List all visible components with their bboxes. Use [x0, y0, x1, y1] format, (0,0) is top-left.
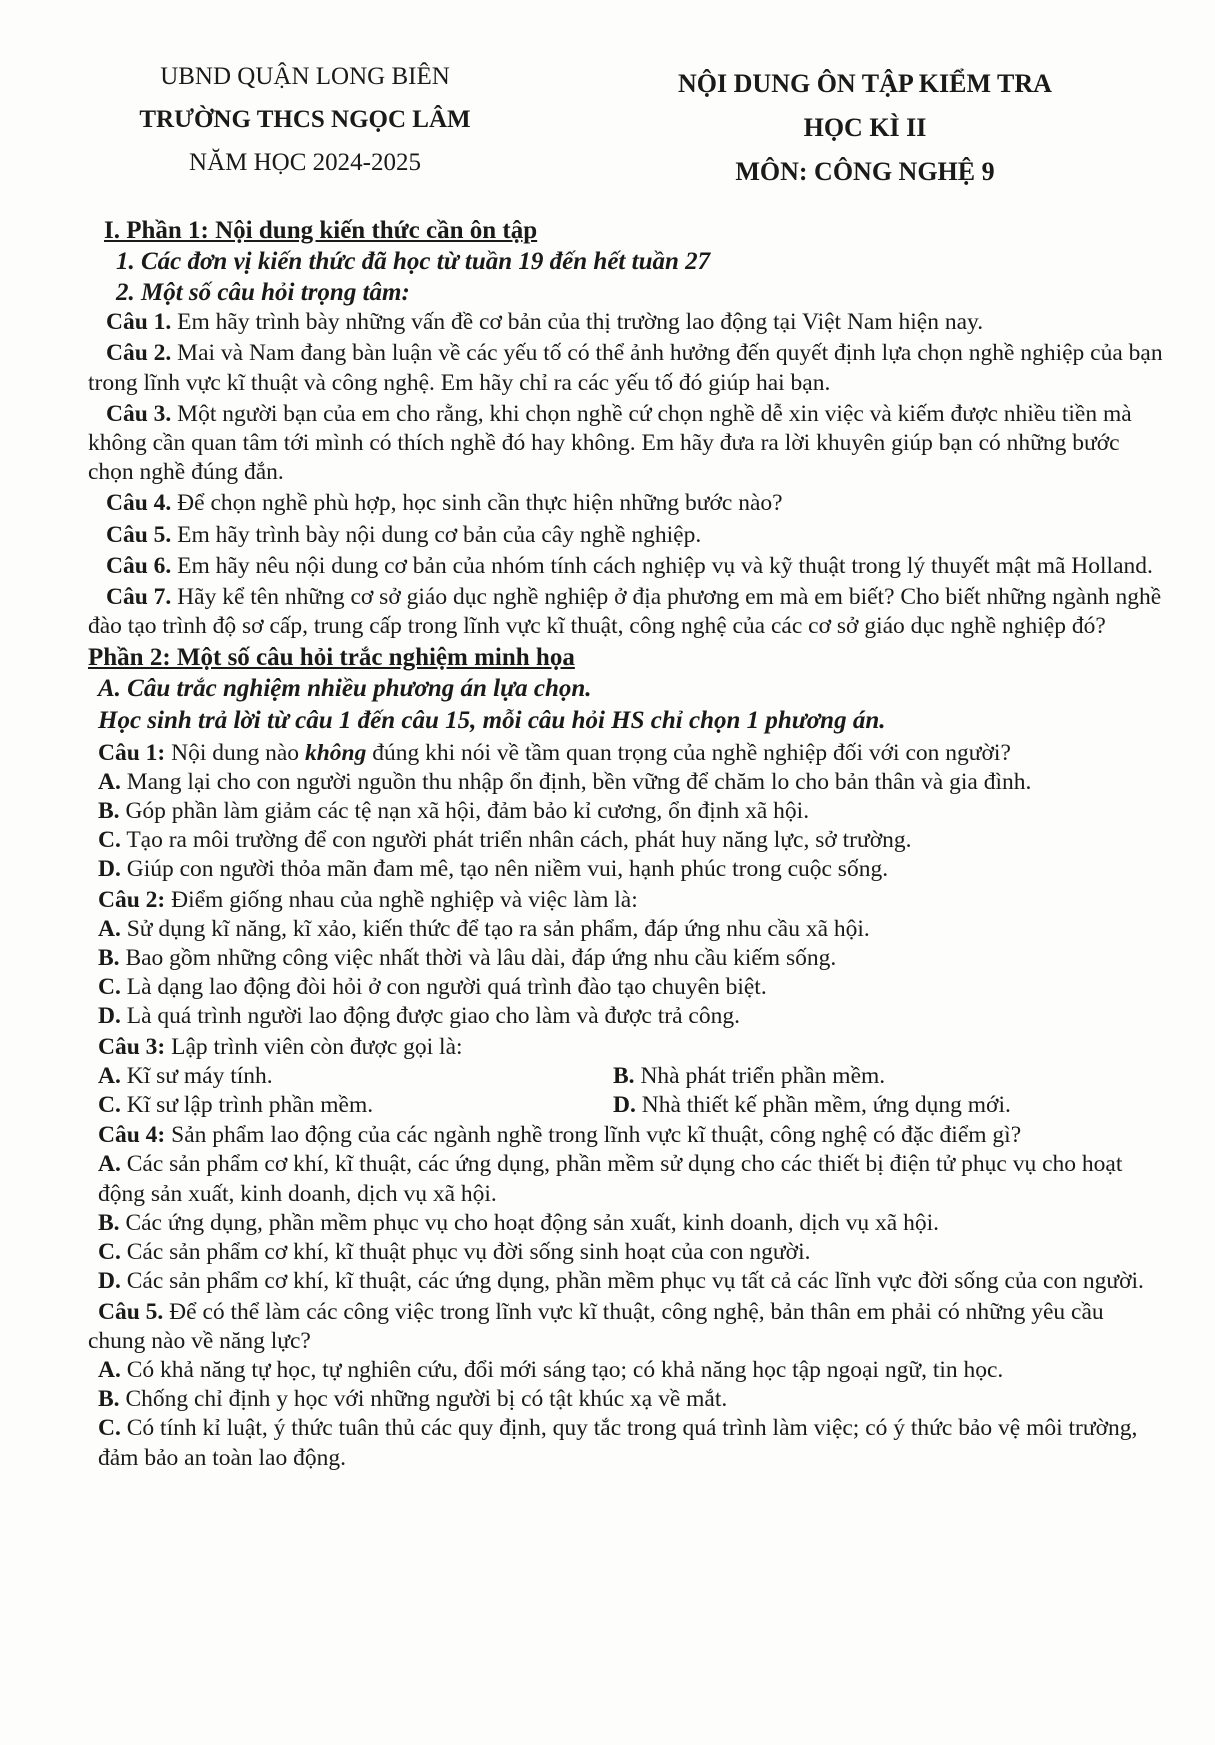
option-text: Các sản phẩm cơ khí, kĩ thuật phục vụ đời sống sinh hoạt của con người.: [126, 1239, 811, 1266]
option-text: Kĩ sư máy tính.: [126, 1062, 273, 1089]
question-label: Câu 3.: [106, 400, 172, 427]
answer-options-row: [98, 1091, 1163, 1120]
part2-title: Phần 2: Một số câu hỏi trắc nghiệm minh họa: [88, 644, 575, 672]
question-text: Nội dung nào: [171, 739, 300, 766]
question-label: Câu 1:: [98, 739, 166, 766]
question-text: Một người bạn của em cho rằng, khi chọn nghề cứ chọn nghề dễ xin việc và kiếm được nhiều tiền mà không cần quan tâm tới mình có thích nghề đó hay không. Em hãy đưa ra lời khuyên giúp bạn có những bước chọn nghề đúng đắn.: [88, 400, 1132, 486]
option-label: C.: [98, 1239, 121, 1266]
answer-options-row: [98, 1062, 1163, 1091]
option-text: Sử dụng kĩ năng, kĩ xảo, kiến thức để tạo ra sản phẩm, đáp ứng nhu cầu xã hội.: [126, 915, 870, 942]
district-name: UBND QUẬN LONG BIÊN: [160, 63, 450, 90]
header-right: [625, 62, 1105, 194]
option-text: Góp phần làm giảm các tệ nạn xã hội, đảm bảo kỉ cương, ổn định xã hội.: [125, 798, 810, 825]
question-text: Hãy kể tên những cơ sở giáo dục nghề nghiệp ở địa phương em mà em biết? Cho biết những ngành nghề đào tạo trình độ sơ cấp, trung cấp trong lĩnh vực kĩ thuật, công nghệ của các cơ sở giáo dục nghề nghiệp đó?: [88, 584, 1162, 640]
question-label: Câu 5.: [98, 1298, 164, 1325]
question-text: Sản phẩm lao động của các ngành nghề trong lĩnh vực kĩ thuật, công nghệ có đặc điểm gì?: [171, 1122, 1022, 1149]
question-emphasis: không: [304, 739, 367, 766]
answer-option: [98, 944, 1163, 973]
question-label: Câu 2:: [98, 886, 166, 913]
option-label: D.: [98, 1003, 121, 1030]
option-label: A.: [98, 768, 121, 795]
answer-option: [98, 1356, 1163, 1385]
answer-option: [98, 915, 1163, 944]
question-text: Em hãy trình bày những vấn đề cơ bản của thị trường lao động tại Việt Nam hiện nay.: [177, 309, 984, 336]
question-label: Câu 1.: [106, 309, 172, 336]
part2-sub: A. Câu trắc nghiệm nhiều phương án lựa chọn.: [98, 674, 592, 702]
essay-question: [88, 339, 1163, 397]
mc-question: [88, 886, 1163, 915]
option-label: B.: [98, 798, 120, 825]
document-body: [88, 216, 1163, 1473]
option-text: Các sản phẩm cơ khí, kĩ thuật, các ứng dụng, phần mềm phục vụ tất cả các lĩnh vực đời sống của con người.: [126, 1268, 1144, 1295]
question-text: Mai và Nam đang bàn luận về các yếu tố có thể ảnh hưởng đến quyết định lựa chọn nghề nghiệp của bạn trong lĩnh vực kĩ thuật và công nghệ. Em hãy chỉ ra các yếu tố đó giúp hai bạn.: [88, 340, 1163, 396]
option-label: C.: [98, 974, 121, 1001]
school-year: NĂM HỌC 2024-2025: [189, 149, 421, 176]
doc-title: NỘI DUNG ÔN TẬP KIỂM TRA: [678, 69, 1052, 98]
question-label: Câu 7.: [106, 584, 172, 611]
answer-option: [613, 1062, 1128, 1091]
option-text: Nhà phát triển phần mềm.: [640, 1062, 886, 1089]
semester: HỌC KÌ II: [803, 113, 927, 142]
essay-question: [88, 400, 1163, 488]
question-label: Câu 5.: [106, 521, 172, 548]
question-text: Để chọn nghề phù hợp, học sinh cần thực hiện những bước nào?: [177, 490, 783, 517]
question-label: Câu 4:: [98, 1122, 166, 1149]
option-text: Chống chỉ định y học với những người bị có tật khúc xạ về mắt.: [125, 1386, 728, 1413]
option-text: Giúp con người thỏa mãn đam mê, tạo nên niềm vui, hạnh phúc trong cuộc sống.: [126, 856, 889, 883]
question-label: Câu 4.: [106, 490, 172, 517]
option-label: D.: [98, 1268, 121, 1295]
option-text: Mang lại cho con người nguồn thu nhập ổn định, bền vững để chăm lo cho bản thân và gia đình.: [126, 768, 1032, 795]
mc-question: [88, 1121, 1163, 1150]
answer-option: [98, 1385, 1163, 1414]
option-text: Tạo ra môi trường để con người phát triển nhân cách, phát huy năng lực, sở trường.: [126, 827, 912, 854]
option-label: C.: [98, 827, 121, 854]
mc-question: [88, 1033, 1163, 1062]
answer-option: [98, 1267, 1163, 1296]
option-text: Bao gồm những công việc nhất thời và lâu dài, đáp ứng nhu cầu kiếm sống.: [125, 945, 837, 972]
answer-option: [98, 855, 1163, 884]
answer-option: [98, 1002, 1163, 1031]
option-label: A.: [98, 1151, 121, 1178]
question-text: Em hãy trình bày nội dung cơ bản của cây nghề nghiệp.: [177, 521, 702, 548]
part1-sub2: 2. Một số câu hỏi trọng tâm:: [116, 279, 410, 307]
answer-option: [98, 826, 1163, 855]
part1-title: I. Phần 1: Nội dung kiến thức cần ôn tập: [104, 217, 538, 244]
header-left: [105, 55, 505, 184]
subject: MÔN: CÔNG NGHỆ 9: [735, 157, 995, 186]
question-text: Em hãy nêu nội dung cơ bản của nhóm tính cách nghiệp vụ và kỹ thuật trong lý thuyết mật mã Holland.: [177, 552, 1153, 579]
option-label: D.: [98, 856, 121, 883]
option-label: C.: [98, 1092, 121, 1119]
option-label: A.: [98, 915, 121, 942]
question-text: Để có thể làm các công việc trong lĩnh vực kĩ thuật, công nghệ, bản thân em phải có những yêu cầu chung nào về năng lực?: [88, 1298, 1104, 1354]
question-text: Điểm giống nhau của nghề nghiệp và việc làm là:: [171, 886, 638, 913]
mc-question: [88, 1298, 1163, 1356]
answer-option: [98, 973, 1163, 1002]
part1-sub1: 1. Các đơn vị kiến thức đã học từ tuần 19 đến hết tuần 27: [116, 248, 711, 276]
essay-question: [88, 583, 1163, 641]
option-label: B.: [613, 1062, 635, 1089]
answer-option: [98, 1414, 1163, 1472]
option-text: Kĩ sư lập trình phần mềm.: [126, 1092, 374, 1119]
question-text: Lập trình viên còn được gọi là:: [171, 1033, 463, 1060]
option-text: Các ứng dụng, phần mềm phục vụ cho hoạt động sản xuất, kinh doanh, dịch vụ xã hội.: [125, 1209, 939, 1236]
question-label: Câu 3:: [98, 1033, 166, 1060]
option-text: Là quá trình người lao động được giao cho làm và được trả công.: [126, 1003, 740, 1030]
part2-instruction: Học sinh trả lời từ câu 1 đến câu 15, mỗi câu hỏi HS chỉ chọn 1 phương án.: [98, 706, 886, 734]
option-text: Nhà thiết kế phần mềm, ứng dụng mới.: [641, 1092, 1011, 1119]
option-label: B.: [98, 1386, 120, 1413]
question-label: Câu 2.: [106, 340, 172, 367]
option-label: B.: [98, 945, 120, 972]
option-label: B.: [98, 1209, 120, 1236]
option-label: D.: [613, 1092, 636, 1119]
essay-question: [88, 489, 1163, 518]
option-label: A.: [98, 1062, 121, 1089]
answer-option: [98, 768, 1163, 797]
answer-option: [613, 1091, 1128, 1120]
answer-option: [98, 1150, 1163, 1208]
mc-question: [88, 739, 1163, 768]
essay-question: [88, 308, 1163, 337]
option-label: C.: [98, 1415, 121, 1442]
question-text: đúng khi nói về tầm quan trọng của nghề nghiệp đối với con người?: [372, 739, 1011, 766]
school-name: TRƯỜNG THCS NGỌC LÂM: [139, 106, 471, 133]
option-text: Các sản phẩm cơ khí, kĩ thuật, các ứng dụng, phần mềm sử dụng cho các thiết bị điện tử phục vụ cho hoạt động sản xuất, kinh doanh, dịch vụ xã hội.: [98, 1151, 1123, 1207]
answer-option: [98, 1238, 1163, 1267]
answer-option: [98, 1091, 613, 1120]
essay-question: [88, 552, 1163, 581]
option-text: Là dạng lao động đòi hỏi ở con người quá trình đào tạo chuyên biệt.: [126, 974, 767, 1001]
essay-question: [88, 521, 1163, 550]
answer-option: [98, 1062, 613, 1091]
answer-option: [98, 797, 1163, 826]
answer-option: [98, 1209, 1163, 1238]
question-label: Câu 6.: [106, 552, 172, 579]
option-text: Có khả năng tự học, tự nghiên cứu, đổi mới sáng tạo; có khả năng học tập ngoại ngữ, tin học.: [126, 1356, 1004, 1383]
option-label: A.: [98, 1356, 121, 1383]
option-text: Có tính kỉ luật, ý thức tuân thủ các quy định, quy tắc trong quá trình làm việc; có ý thức bảo vệ môi trường, đảm bảo an toàn lao động.: [98, 1415, 1138, 1471]
